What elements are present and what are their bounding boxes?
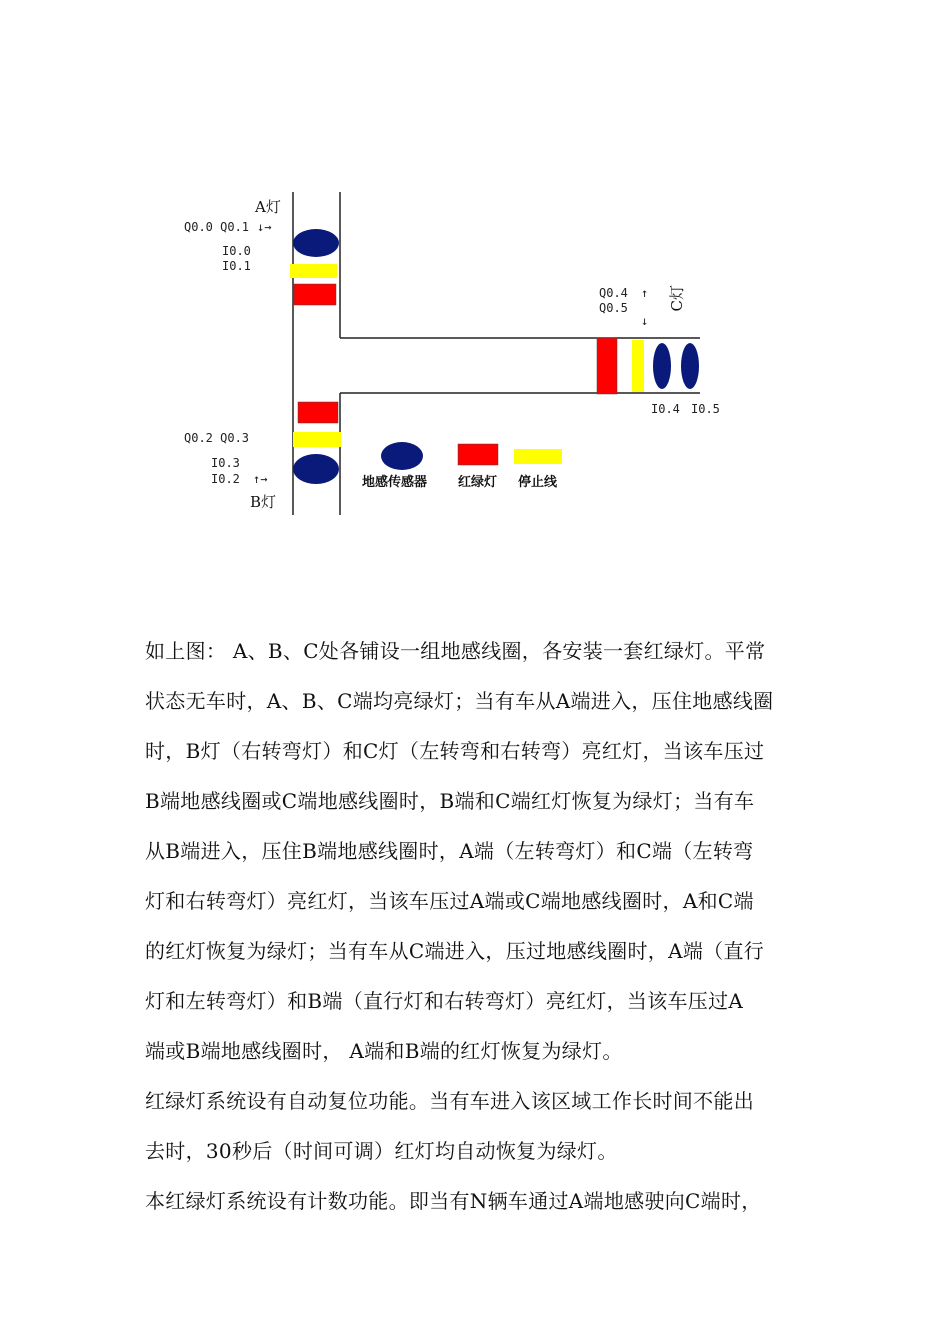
text-line: 如上图： A、B、C处各铺设一组地感线圈，各安装一套红绿灯。平常 xyxy=(145,639,766,663)
legend-stopline-swatch xyxy=(514,449,562,464)
c-output-4: Q0.4 xyxy=(599,286,628,300)
a-input-1: I0.1 xyxy=(222,259,251,273)
legend-sensor-swatch xyxy=(381,442,423,470)
a-outputs-label: Q0.0 Q0.1 xyxy=(184,220,250,234)
text-line: 状态无车时，A、B、C端均亮绿灯；当有车从A端进入，压住地感线圈 xyxy=(145,689,774,713)
lamp-c-label: C灯 xyxy=(668,285,686,312)
c-ground-sensor-1 xyxy=(653,343,671,389)
text-line: 本红绿灯系统设有计数功能。即当有N辆车通过A端地感驶向C端时， xyxy=(145,1189,762,1213)
text-line: B端地感线圈或C端地感线圈时，B端和C端红灯恢复为绿灯；当有车 xyxy=(145,789,755,813)
c-stop-line xyxy=(632,340,644,392)
description-text xyxy=(145,626,845,1226)
lamp-a-label: A灯 xyxy=(255,198,281,216)
text-line: 时，B灯（右转弯灯）和C灯（左转弯和右转弯）亮红灯，当该车压过 xyxy=(145,739,765,763)
a-arrows: ↓→ xyxy=(257,220,272,234)
text-line: 端或B端地感线圈时， A端和B端的红灯恢复为绿灯。 xyxy=(145,1039,623,1063)
legend-light-label: 红绿灯 xyxy=(458,475,498,490)
c-arrow-down: ↓ xyxy=(641,314,649,328)
legend-stopline-label: 停止线 xyxy=(518,475,558,490)
b-traffic-light xyxy=(298,402,338,423)
lamp-b-label: B灯 xyxy=(250,493,277,511)
text-line: 灯和左转弯灯）和B端（直行灯和右转弯灯）亮红灯，当该车压过A xyxy=(145,989,744,1013)
a-input-0: I0.0 xyxy=(222,244,251,258)
legend-light-swatch xyxy=(458,444,498,465)
c-input-5: I0.5 xyxy=(691,402,720,416)
text-line: 的红灯恢复为绿灯；当有车从C端进入，压过地感线圈时，A端（直行 xyxy=(145,939,765,963)
c-ground-sensor-2 xyxy=(681,343,699,389)
b-input-3: I0.3 xyxy=(211,456,240,470)
c-arrow-up: ↑ xyxy=(641,286,649,300)
a-stop-line xyxy=(290,264,337,278)
text-line: 红绿灯系统设有自动复位功能。当有车进入该区域工作长时间不能出 xyxy=(145,1089,754,1113)
text-line: 灯和右转弯灯）亮红灯，当该车压过A端或C端地感线圈时，A和C端 xyxy=(145,889,754,913)
paragraph-2 xyxy=(145,1076,845,1176)
text-line: 去时，30秒后（时间可调）红灯均自动恢复为绿灯。 xyxy=(145,1139,618,1163)
legend-sensor-label: 地感传感器 xyxy=(362,475,428,490)
c-output-5: Q0.5 xyxy=(599,301,628,315)
b-stop-line xyxy=(293,432,341,447)
a-ground-sensor xyxy=(293,229,339,257)
b-ground-sensor xyxy=(293,454,339,484)
b-arrows: ↑→ xyxy=(253,472,268,486)
text-line: 从B端进入，压住B端地感线圈时，A端（左转弯灯）和C端（左转弯 xyxy=(145,839,754,863)
paragraph-1 xyxy=(145,626,845,1076)
a-traffic-light xyxy=(294,284,336,305)
c-traffic-light xyxy=(597,338,617,394)
intersection-diagram xyxy=(0,0,950,560)
paragraph-3 xyxy=(145,1176,845,1226)
c-input-4: I0.4 xyxy=(651,402,680,416)
b-input-2: I0.2 xyxy=(211,472,240,486)
b-outputs-label: Q0.2 Q0.3 xyxy=(184,431,250,445)
